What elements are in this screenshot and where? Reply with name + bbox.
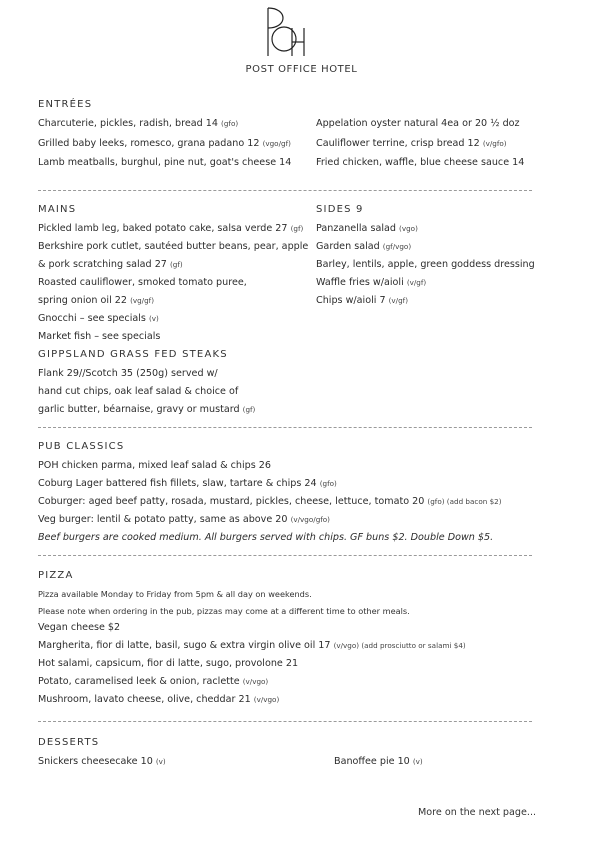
- menu-item: Charcuterie, pickles, radish, bread 14 (gfo): [38, 118, 239, 129]
- poh-monogram-icon: [262, 6, 306, 58]
- menu-item: Panzanella salad (vgo): [316, 223, 418, 234]
- menu-item: Pickled lamb leg, baked potato cake, salsa verde 27 (gf): [38, 223, 304, 234]
- menu-item: & pork scratching salad 27 (gf): [38, 259, 183, 270]
- menu-item: Fried chicken, waffle, blue cheese sauce 14: [316, 157, 525, 168]
- menu-item: Veg burger: lentil & potato patty, same as above 20 (v/vgo/gfo): [38, 514, 330, 525]
- menu-item: Waffle fries w/aioli (v/gf): [316, 277, 427, 288]
- menu-item: Grilled baby leeks, romesco, grana padano 12 (vgo/gf): [38, 138, 291, 149]
- menu-item: Hot salami, capsicum, fior di latte, sugo, provolone 21: [38, 658, 299, 669]
- pub-classics-title: PUB CLASSICS: [38, 441, 125, 452]
- menu-item: Banoffee pie 10 (v): [334, 756, 423, 767]
- menu-item: Flank 29//Scotch 35 (250g) served w/: [38, 368, 218, 379]
- mains-title: MAINS: [38, 204, 77, 215]
- menu-item: Appelation oyster natural 4ea or 20 ½ doz: [316, 118, 520, 129]
- hotel-name: POST OFFICE HOTEL: [245, 64, 358, 75]
- pizza-title: PIZZA: [38, 570, 74, 581]
- pizza-info: Please note when ordering in the pub, pizzas may come at a different time to other meals.: [38, 606, 410, 616]
- divider: [38, 555, 532, 556]
- menu-item: hand cut chips, oak leaf salad & choice of: [38, 386, 239, 397]
- menu-item: Potato, caramelised leek & onion, raclette (v/vgo): [38, 676, 269, 687]
- pizza-info: Pizza available Monday to Friday from 5pm & all day on weekends.: [38, 589, 312, 599]
- vegan-cheese: Vegan cheese $2: [38, 622, 121, 633]
- menu-item: Snickers cheesecake 10 (v): [38, 756, 166, 767]
- menu-item: Berkshire pork cutlet, sautéed butter beans, pear, apple: [38, 241, 309, 252]
- menu-item: Gnocchi – see specials (v): [38, 313, 159, 324]
- menu-item: garlic butter, béarnaise, gravy or mustard (gf): [38, 404, 256, 415]
- burger-footnote: Beef burgers are cooked medium. All burgers served with chips. GF buns $2. Double Down $5.: [38, 532, 494, 543]
- steaks-title: GIPPSLAND GRASS FED STEAKS: [38, 349, 228, 360]
- menu-item: Margherita, fior di latte, basil, sugo & extra virgin olive oil 17 (v/vgo) (add prosciutto or salami $4): [38, 640, 466, 651]
- next-page-note: More on the next page...: [418, 807, 537, 818]
- menu-item: Garden salad (gf/vgo): [316, 241, 412, 252]
- entrees-title: ENTRÉES: [38, 99, 93, 110]
- menu-item: Barley, lentils, apple, green goddess dressing: [316, 259, 535, 270]
- menu-item: Lamb meatballs, burghul, pine nut, goat's cheese 14: [38, 157, 292, 168]
- sides-title: SIDES 9: [316, 204, 364, 215]
- menu-item: POH chicken parma, mixed leaf salad & chips 26: [38, 460, 271, 471]
- menu-item: Mushroom, lavato cheese, olive, cheddar 21 (v/vgo): [38, 694, 280, 705]
- menu-item: Roasted cauliflower, smoked tomato puree,: [38, 277, 247, 288]
- menu-item: spring onion oil 22 (vg/gf): [38, 295, 155, 306]
- desserts-title: DESSERTS: [38, 737, 100, 748]
- menu-item: Coburg Lager battered fish fillets, slaw, tartare & chips 24 (gfo): [38, 478, 337, 489]
- menu-item: Market fish – see specials: [38, 331, 161, 342]
- menu-item: Chips w/aioli 7 (v/gf): [316, 295, 409, 306]
- divider: [38, 427, 532, 428]
- menu-item: Coburger: aged beef patty, rosada, mustard, pickles, cheese, lettuce, tomato 20 (gfo) (add bacon $2): [38, 496, 502, 507]
- menu-item: Cauliflower terrine, crisp bread 12 (v/gfo): [316, 138, 507, 149]
- divider: [38, 190, 532, 191]
- divider: [38, 721, 532, 722]
